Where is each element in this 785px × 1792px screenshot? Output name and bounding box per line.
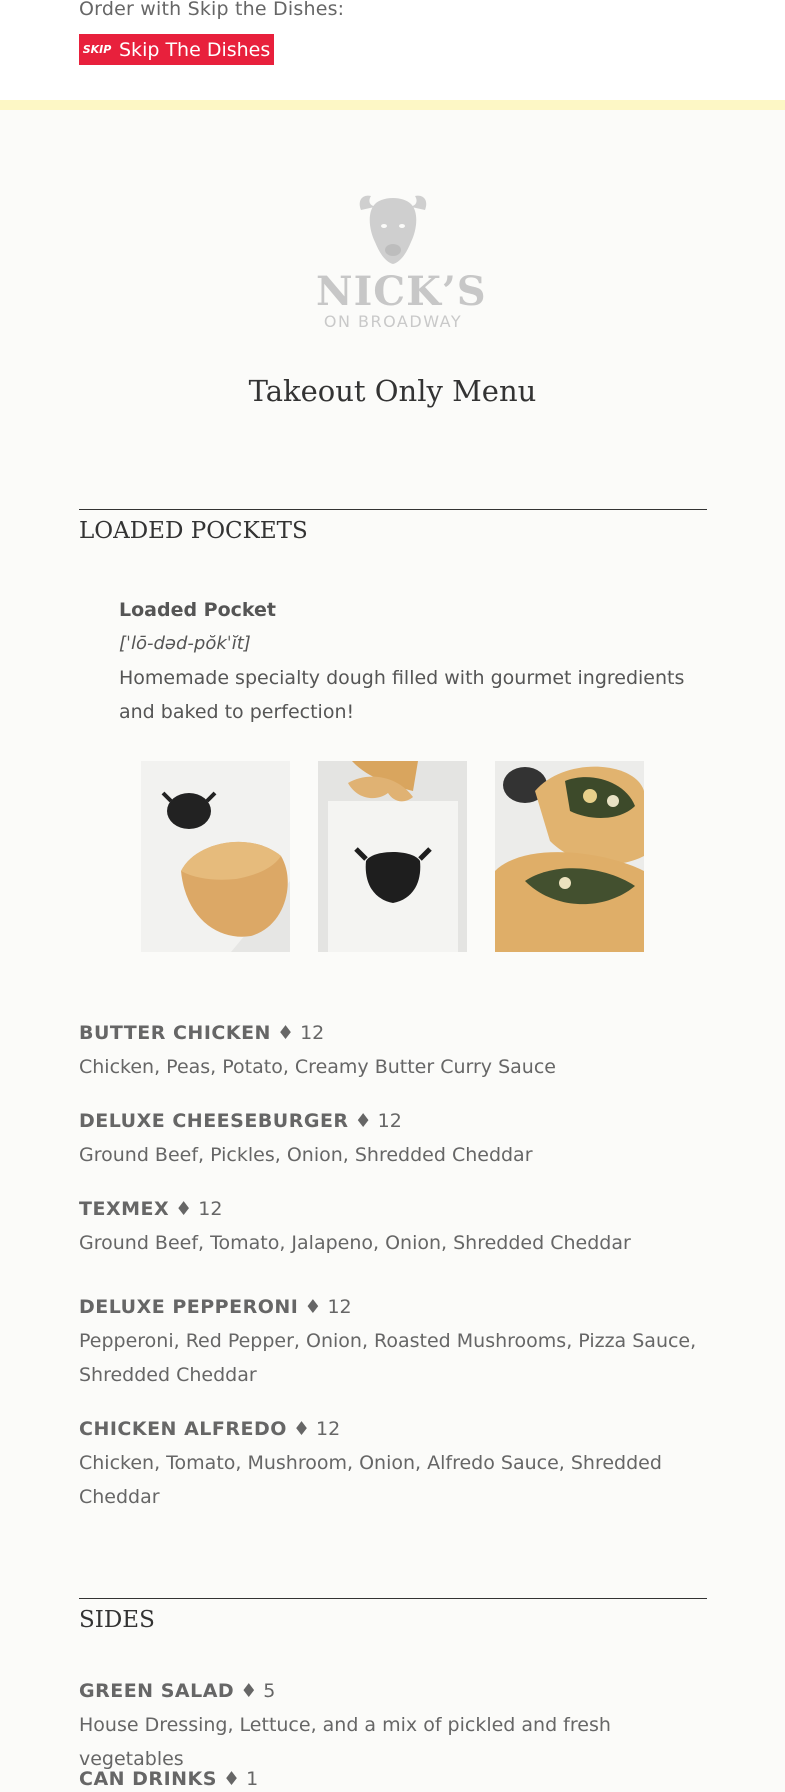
item-name: CAN DRINKS bbox=[79, 1768, 217, 1790]
menu-item bbox=[79, 1290, 719, 1392]
section-divider bbox=[79, 509, 707, 510]
item-price: ♦ 12 bbox=[354, 1110, 402, 1132]
item-description: Ground Beef, Tomato, Jalapeno, Onion, Shredded Cheddar bbox=[79, 1232, 631, 1254]
logo-subtitle: ON BROADWAY bbox=[323, 312, 463, 331]
restaurant-logo bbox=[316, 190, 487, 331]
menu-title: Takeout Only Menu bbox=[248, 374, 537, 408]
skip-button-label: Skip The Dishes bbox=[119, 38, 271, 61]
item-description: Ground Beef, Pickles, Onion, Shredded Cheddar bbox=[79, 1144, 533, 1166]
menu-item bbox=[79, 1762, 719, 1792]
item-name: BUTTER CHICKEN bbox=[79, 1022, 271, 1044]
feature-name: Loaded Pocket bbox=[119, 599, 277, 621]
item-description: Chicken, Peas, Potato, Creamy Butter Curry Sauce bbox=[79, 1056, 556, 1078]
item-price: ♦ 12 bbox=[304, 1296, 352, 1318]
yellow-divider-band bbox=[0, 100, 785, 110]
section-divider bbox=[79, 1598, 707, 1599]
menu-item bbox=[79, 1674, 719, 1776]
item-price: ♦ 12 bbox=[277, 1022, 325, 1044]
item-price: ♦ 12 bbox=[175, 1198, 223, 1220]
bison-head-icon bbox=[353, 190, 433, 270]
pocket-photo-2[interactable] bbox=[318, 761, 467, 952]
item-price: ♦ 1 bbox=[223, 1768, 259, 1790]
feature-description: Homemade specialty dough filled with gourmet ingredients and baked to perfection! bbox=[119, 667, 685, 723]
pocket-photo-1[interactable] bbox=[141, 761, 290, 952]
item-name: CHICKEN ALFREDO bbox=[79, 1418, 287, 1440]
menu-item bbox=[79, 1192, 719, 1260]
menu-item bbox=[79, 1104, 719, 1172]
item-name: DELUXE PEPPERONI bbox=[79, 1296, 299, 1318]
feature-pronunciation: [ˈlō-dəd-pŏkˈĭt] bbox=[119, 633, 251, 654]
section-title-loaded-pockets: LOADED POCKETS bbox=[79, 518, 308, 544]
order-label: Order with Skip the Dishes: bbox=[79, 0, 345, 20]
skip-the-dishes-button[interactable] bbox=[79, 34, 274, 65]
menu-item bbox=[79, 1016, 719, 1084]
order-header bbox=[0, 0, 785, 100]
section-title-sides: SIDES bbox=[79, 1607, 155, 1633]
logo-name: NICK’S bbox=[316, 268, 487, 315]
pocket-photo-gallery bbox=[141, 761, 645, 952]
item-name: DELUXE CHEESEBURGER bbox=[79, 1110, 349, 1132]
menu-content bbox=[0, 110, 785, 1792]
item-price: ♦ 5 bbox=[240, 1680, 276, 1702]
skip-logo-icon: SKIP bbox=[82, 43, 112, 56]
item-name: TEXMEX bbox=[79, 1198, 170, 1220]
loaded-pocket-feature bbox=[119, 593, 709, 729]
item-description: Pepperoni, Red Pepper, Onion, Roasted Mushrooms, Pizza Sauce, Shredded Cheddar bbox=[79, 1330, 697, 1386]
menu-item bbox=[79, 1412, 719, 1514]
pocket-photo-3[interactable] bbox=[495, 761, 644, 952]
item-description: Chicken, Tomato, Mushroom, Onion, Alfredo Sauce, Shredded Cheddar bbox=[79, 1452, 662, 1508]
item-name: GREEN SALAD bbox=[79, 1680, 235, 1702]
item-price: ♦ 12 bbox=[292, 1418, 341, 1440]
item-description: House Dressing, Lettuce, and a mix of pickled and fresh vegetables bbox=[79, 1714, 611, 1770]
